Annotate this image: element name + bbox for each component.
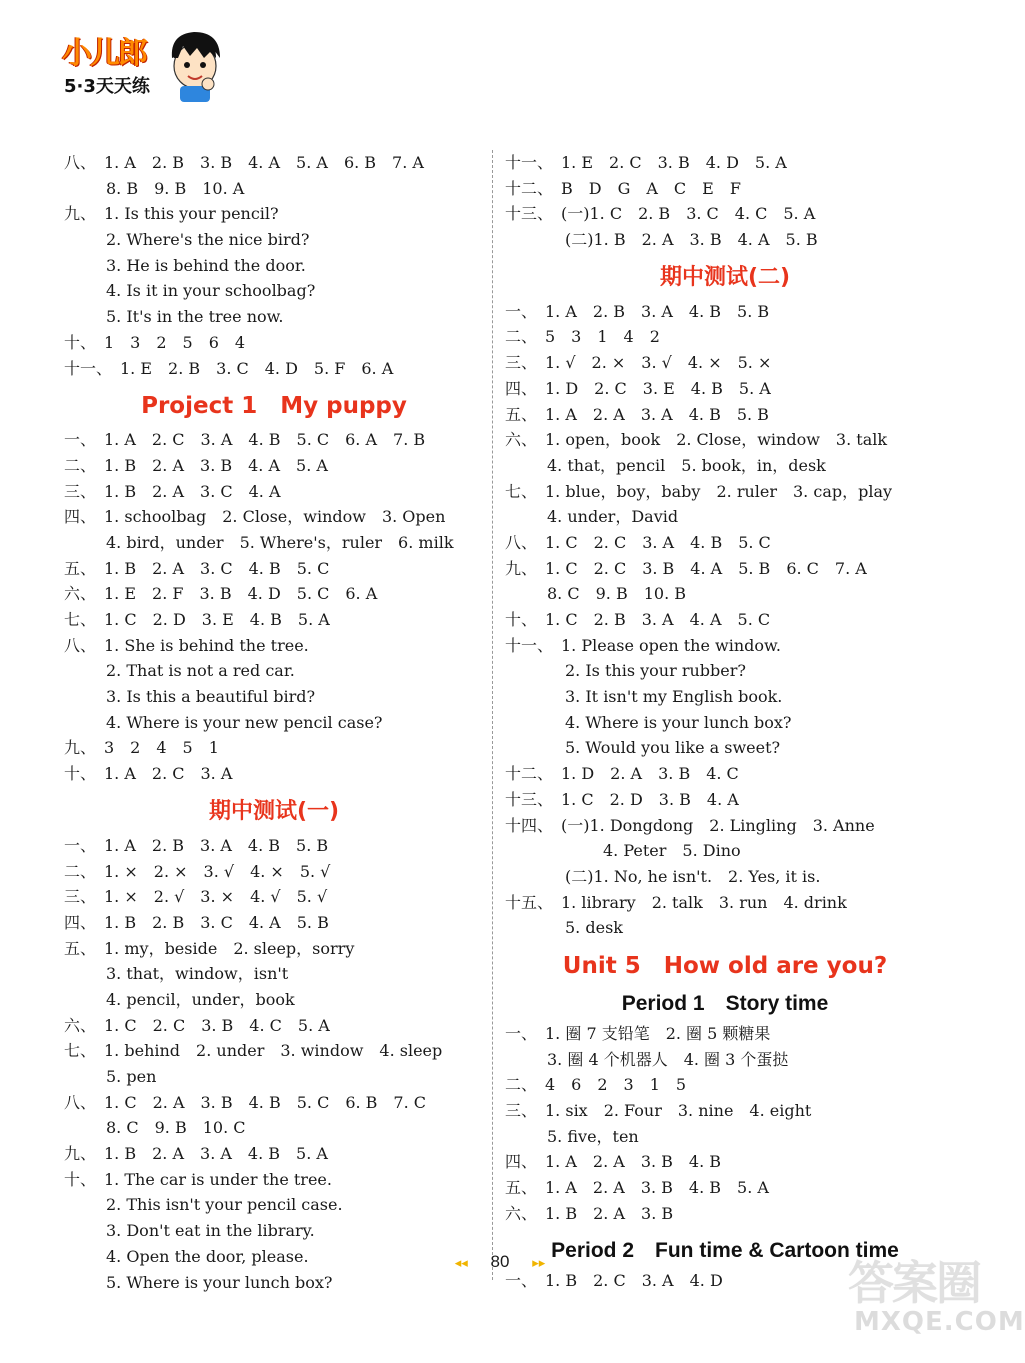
answer-text: 5. pen bbox=[106, 1067, 157, 1086]
answer-line bbox=[505, 1098, 945, 1124]
watermark bbox=[840, 1245, 1025, 1355]
answer-text: 4. under，David bbox=[547, 507, 679, 527]
answer-text: 5. Where is your lunch box? bbox=[106, 1272, 333, 1292]
answer-text: 3. Is this a beautiful bird? bbox=[106, 687, 316, 707]
answer-text: 3. 圈 4 个机器人 4. 圈 3 个蛋挞 bbox=[547, 1049, 789, 1069]
answer-line bbox=[505, 761, 945, 787]
spacer bbox=[505, 1226, 945, 1234]
question-number: 四、 bbox=[505, 378, 538, 398]
question-number: 十三、 bbox=[505, 789, 554, 809]
question-number: 十一、 bbox=[505, 153, 554, 172]
answer-line bbox=[505, 1149, 945, 1175]
answer-text: 1. behind 2. under 3. window 4. sleep bbox=[104, 1041, 443, 1061]
section-title: 期中测试(一) bbox=[208, 798, 340, 824]
answer-text: 8. C 9. B 10. B bbox=[547, 584, 686, 604]
answer-line bbox=[64, 150, 484, 176]
answer-text: 5. Would you like a sweet? bbox=[565, 738, 781, 758]
question-number: 八、 bbox=[64, 153, 97, 172]
question-number: 六、 bbox=[505, 430, 538, 450]
question-number: 八、 bbox=[64, 635, 97, 655]
question-number: 二、 bbox=[64, 455, 97, 475]
answer-text: 1. √ 2. × 3. √ 4. × 5. × bbox=[545, 353, 772, 373]
answer-line bbox=[64, 1218, 484, 1244]
answer-line bbox=[505, 530, 945, 556]
answer-line bbox=[64, 556, 484, 582]
question-number: 十一、 bbox=[64, 358, 113, 378]
question-number: 十一、 bbox=[505, 635, 554, 655]
answer-text: 5. It's in the tree now. bbox=[106, 307, 284, 327]
question-number: 二、 bbox=[505, 327, 538, 347]
answer-text: 4. Open the door, please. bbox=[106, 1246, 309, 1266]
answer-text: 1. B 2. C 3. A 4. D bbox=[545, 1271, 723, 1291]
answer-text: 1. The car is under the tree. bbox=[104, 1169, 332, 1189]
question-number: 五、 bbox=[505, 404, 538, 424]
answer-text: 4. Where is your new pencil case? bbox=[106, 712, 383, 732]
answer-text: (一)1. C 2. B 3. C 4. C 5. A bbox=[561, 204, 816, 224]
answer-text: 4. Is it in your schoolbag? bbox=[106, 281, 316, 301]
answer-text: 1. my，beside 2. sleep，sorry bbox=[104, 938, 355, 958]
period-title: Period 2 Fun time & Cartoon time bbox=[551, 1239, 899, 1263]
question-number: 九、 bbox=[64, 1144, 97, 1164]
answer-line bbox=[505, 402, 945, 428]
question-number: 五、 bbox=[64, 558, 97, 578]
answer-line bbox=[505, 864, 945, 890]
question-number: 七、 bbox=[505, 481, 538, 501]
answer-text: 4. pencil，under，book bbox=[106, 989, 295, 1009]
answer-line bbox=[505, 1175, 945, 1201]
answer-line bbox=[505, 684, 945, 710]
watermark-logo-text: 答案圈 bbox=[848, 1256, 980, 1310]
answer-text: 1. B 2. A 3. C 4. B 5. C bbox=[104, 558, 330, 578]
question-number: 四、 bbox=[64, 912, 97, 932]
answer-text: 1. 圈 7 支铅笔 2. 圈 5 颗糖果 bbox=[545, 1023, 771, 1043]
answer-line bbox=[505, 787, 945, 813]
answer-line bbox=[505, 838, 945, 864]
answer-line bbox=[505, 633, 945, 659]
question-number: 十三、 bbox=[505, 204, 554, 224]
next-arrow-icon: ▸▸ bbox=[532, 1255, 546, 1270]
answer-text: 1. C 2. C 3. A 4. B 5. C bbox=[545, 532, 771, 552]
logo-title: 小儿郎 bbox=[62, 36, 146, 71]
answer-text: 4. bird，under 5. Where's，ruler 6. milk bbox=[106, 532, 454, 552]
answer-line bbox=[505, 227, 945, 253]
question-number: 九、 bbox=[505, 558, 538, 578]
answer-line bbox=[64, 1141, 484, 1167]
answer-text: 3. that，window，isn't bbox=[106, 964, 289, 984]
answer-text: 1. A 2. B 3. A 4. B 5. B bbox=[545, 301, 770, 321]
answer-line bbox=[505, 1072, 945, 1098]
answer-line bbox=[64, 710, 484, 736]
question-number: 一、 bbox=[505, 301, 538, 321]
question-number: 三、 bbox=[64, 887, 97, 907]
answer-text: 1. library 2. talk 3. run 4. drink bbox=[561, 892, 847, 912]
answer-line bbox=[505, 556, 945, 582]
question-number: 八、 bbox=[64, 1092, 97, 1112]
answer-text: 1. B 2. A 3. B 4. A 5. A bbox=[104, 455, 328, 475]
answer-text: B D G A C E F bbox=[561, 178, 741, 198]
answer-column-left bbox=[64, 150, 484, 1295]
answer-text: 1. × 2. × 3. √ 4. × 5. √ bbox=[104, 861, 331, 881]
answer-line bbox=[64, 530, 484, 556]
question-number: 三、 bbox=[505, 1101, 538, 1120]
answer-text: 1. A 2. B 3. B 4. A 5. A 6. B 7. A bbox=[104, 153, 424, 172]
answer-text: 4. Where is your lunch box? bbox=[565, 712, 792, 732]
answer-text: 1. B 2. B 3. C 4. A 5. B bbox=[104, 912, 329, 932]
section-title: Project 1 My puppy bbox=[141, 393, 407, 420]
question-number: 六、 bbox=[505, 1203, 538, 1223]
answer-line bbox=[64, 658, 484, 684]
answer-line bbox=[64, 884, 484, 910]
answer-line bbox=[64, 201, 484, 227]
answer-line bbox=[64, 427, 484, 453]
answer-text: 3. Don't eat in the library. bbox=[106, 1221, 315, 1241]
question-number: 十、 bbox=[505, 610, 538, 629]
question-number: 十、 bbox=[64, 332, 97, 352]
answer-text: 1. Please open the window. bbox=[561, 635, 781, 655]
question-number: 一、 bbox=[505, 1023, 538, 1043]
answer-line bbox=[505, 427, 945, 453]
answer-text: 4. that，pencil 5. book，in，desk bbox=[547, 455, 826, 475]
answer-text: 1. A 2. C 3. A 4. B 5. C 6. A 7. B bbox=[104, 430, 426, 450]
answer-line bbox=[64, 961, 484, 987]
answer-line bbox=[64, 859, 484, 885]
answer-text: 2. That is not a red car. bbox=[106, 661, 295, 681]
answer-text: 1. C 2. C 3. B 4. A 5. B 6. C 7. A bbox=[545, 558, 867, 578]
question-number: 十二、 bbox=[505, 764, 554, 784]
answer-line bbox=[64, 833, 484, 859]
answer-line bbox=[505, 350, 945, 376]
answer-line bbox=[505, 176, 945, 202]
answer-text: 8. B 9. B 10. A bbox=[106, 178, 245, 198]
answer-line bbox=[64, 278, 484, 304]
question-number: 三、 bbox=[64, 481, 97, 501]
answer-line bbox=[505, 150, 945, 176]
answer-text: 8. C 9. B 10. C bbox=[106, 1118, 246, 1138]
answer-text: 1. D 2. A 3. B 4. C bbox=[561, 764, 739, 784]
answer-line bbox=[64, 1013, 484, 1039]
question-number: 一、 bbox=[505, 1271, 538, 1291]
answer-line bbox=[64, 910, 484, 936]
answer-text: 1. six 2. Four 3. nine 4. eight bbox=[545, 1101, 812, 1120]
answer-text: 1. A 2. A 3. A 4. B 5. B bbox=[545, 404, 769, 424]
answer-line bbox=[64, 1167, 484, 1193]
answer-text: (二)1. No, he isn't. 2. Yes, it is. bbox=[565, 866, 821, 886]
column-divider bbox=[492, 150, 493, 1280]
answer-line bbox=[64, 936, 484, 962]
answer-text: 2. Is this your rubber? bbox=[565, 661, 746, 681]
answer-text: 1. E 2. B 3. C 4. D 5. F 6. A bbox=[120, 358, 394, 378]
question-number: 二、 bbox=[505, 1075, 538, 1095]
answer-text: 1. A 2. C 3. A bbox=[104, 764, 233, 784]
answer-line bbox=[505, 299, 945, 325]
answer-text: 1. B 2. A 3. A 4. B 5. A bbox=[104, 1144, 328, 1164]
answer-line bbox=[505, 710, 945, 736]
answer-line bbox=[505, 1201, 945, 1227]
answer-line bbox=[505, 479, 945, 505]
answer-line bbox=[64, 330, 484, 356]
answer-line bbox=[64, 1270, 484, 1296]
answer-line bbox=[64, 453, 484, 479]
answer-line bbox=[64, 227, 484, 253]
answer-text: 1. blue，boy，baby 2. ruler 3. cap，play bbox=[545, 481, 893, 501]
answer-text: 1. schoolbag 2. Close，window 3. Open bbox=[104, 507, 446, 527]
section-title: Unit 5 How old are you? bbox=[562, 952, 888, 979]
answer-line bbox=[64, 504, 484, 530]
answer-line bbox=[64, 1064, 484, 1090]
answer-line bbox=[64, 633, 484, 659]
question-number: 四、 bbox=[64, 507, 97, 527]
answer-line bbox=[505, 890, 945, 916]
answer-text: 3 2 4 5 1 bbox=[104, 738, 219, 758]
question-number: 十、 bbox=[64, 1169, 97, 1189]
question-number: 六、 bbox=[64, 584, 97, 604]
answer-text: 1. open，book 2. Close，window 3. talk bbox=[545, 430, 888, 450]
answer-line bbox=[64, 987, 484, 1013]
answer-line bbox=[64, 304, 484, 330]
answer-line bbox=[505, 504, 945, 530]
question-number: 五、 bbox=[64, 938, 97, 958]
prev-arrow-icon: ◂◂ bbox=[454, 1255, 468, 1270]
answer-text: 1. C 2. C 3. B 4. C 5. A bbox=[104, 1015, 330, 1035]
answer-line bbox=[505, 607, 945, 633]
watermark-url: MXQE.COM bbox=[854, 1307, 1025, 1337]
question-number: 九、 bbox=[64, 738, 97, 758]
answer-text: 1. C 2. D 3. E 4. B 5. A bbox=[104, 610, 330, 629]
answer-line bbox=[64, 1038, 484, 1064]
answer-line bbox=[505, 1047, 945, 1073]
answer-text: 1. E 2. C 3. B 4. D 5. A bbox=[561, 153, 787, 172]
question-number: 三、 bbox=[505, 353, 538, 373]
answer-text: 1 3 2 5 6 4 bbox=[104, 332, 246, 352]
answer-line bbox=[64, 356, 484, 382]
question-number: 一、 bbox=[64, 835, 97, 855]
answer-line bbox=[64, 581, 484, 607]
question-number: 八、 bbox=[505, 532, 538, 552]
question-number: 十五、 bbox=[505, 892, 554, 912]
answer-line bbox=[64, 735, 484, 761]
answer-line bbox=[505, 735, 945, 761]
answer-line bbox=[64, 1192, 484, 1218]
question-number: 九、 bbox=[64, 204, 97, 224]
question-number: 七、 bbox=[64, 610, 97, 629]
answer-line bbox=[505, 813, 945, 839]
answer-text: 5. five，ten bbox=[547, 1126, 639, 1146]
question-number: 十二、 bbox=[505, 178, 554, 198]
question-number: 四、 bbox=[505, 1152, 538, 1172]
answer-text: 2. Where's the nice bird? bbox=[106, 230, 310, 250]
answer-line bbox=[505, 201, 945, 227]
answer-text: 1. She is behind the tree. bbox=[104, 635, 309, 655]
answer-line bbox=[505, 915, 945, 941]
answer-text: 1. A 2. A 3. B 4. B 5. A bbox=[545, 1178, 769, 1198]
brand-logo bbox=[60, 28, 230, 108]
answer-text: (二)1. B 2. A 3. B 4. A 5. B bbox=[565, 230, 818, 250]
answer-line bbox=[505, 1124, 945, 1150]
answer-line bbox=[64, 479, 484, 505]
answer-text: (一)1. Dongdong 2. Lingling 3. Anne bbox=[561, 815, 875, 835]
answer-text: 1. × 2. √ 3. × 4. √ 5. √ bbox=[104, 887, 328, 907]
answer-line bbox=[505, 658, 945, 684]
answer-text: 3. He is behind the door. bbox=[106, 255, 306, 275]
answer-line bbox=[64, 761, 484, 787]
answer-text: 4. Peter 5. Dino bbox=[603, 841, 741, 861]
page-number: 80 bbox=[490, 1252, 510, 1271]
answer-text: 1. C 2. D 3. B 4. A bbox=[561, 789, 739, 809]
question-number: 五、 bbox=[505, 1178, 538, 1198]
answer-text: 1. D 2. C 3. E 4. B 5. A bbox=[545, 378, 771, 398]
answer-text: 1. A 2. B 3. A 4. B 5. B bbox=[104, 835, 329, 855]
answer-text: 5 3 1 4 2 bbox=[545, 327, 660, 347]
question-number: 一、 bbox=[64, 430, 97, 450]
answer-line bbox=[64, 176, 484, 202]
answer-text: 1. C 2. A 3. B 4. B 5. C 6. B 7. C bbox=[104, 1092, 427, 1112]
answer-text: 1. A 2. A 3. B 4. B bbox=[545, 1152, 722, 1172]
answer-line bbox=[505, 453, 945, 479]
answer-line bbox=[64, 1090, 484, 1116]
answer-text: 1. Is this your pencil? bbox=[104, 204, 279, 224]
logo-subtitle: 5·3天天练 bbox=[64, 76, 150, 97]
answer-text: 3. It isn't my English book. bbox=[565, 687, 783, 707]
answer-line bbox=[505, 376, 945, 402]
answer-line bbox=[505, 324, 945, 350]
question-number: 六、 bbox=[64, 1015, 97, 1035]
answer-text: 4 6 2 3 1 5 bbox=[545, 1075, 687, 1095]
answer-line bbox=[64, 607, 484, 633]
answer-line bbox=[64, 253, 484, 279]
answer-text: 5. desk bbox=[565, 918, 623, 938]
period-title: Period 1 Story time bbox=[621, 991, 829, 1015]
question-number: 七、 bbox=[64, 1041, 97, 1061]
answer-line bbox=[505, 1021, 945, 1047]
answer-text: 1. C 2. B 3. A 4. A 5. C bbox=[545, 610, 771, 629]
answer-line bbox=[505, 581, 945, 607]
section-title: 期中测试(二) bbox=[659, 264, 791, 290]
question-number: 二、 bbox=[64, 861, 97, 881]
answer-line bbox=[64, 1115, 484, 1141]
answer-text: 2. This isn't your pencil case. bbox=[106, 1195, 343, 1215]
answer-text: 1. B 2. A 3. B bbox=[545, 1203, 674, 1223]
answer-column-right bbox=[505, 150, 945, 1294]
answer-text: 1. B 2. A 3. C 4. A bbox=[104, 481, 281, 501]
answer-text: 1. E 2. F 3. B 4. D 5. C 6. A bbox=[104, 584, 378, 604]
answer-line bbox=[64, 684, 484, 710]
question-number: 十四、 bbox=[505, 815, 554, 835]
boy-mascot-icon bbox=[164, 28, 226, 102]
question-number: 十、 bbox=[64, 764, 97, 784]
